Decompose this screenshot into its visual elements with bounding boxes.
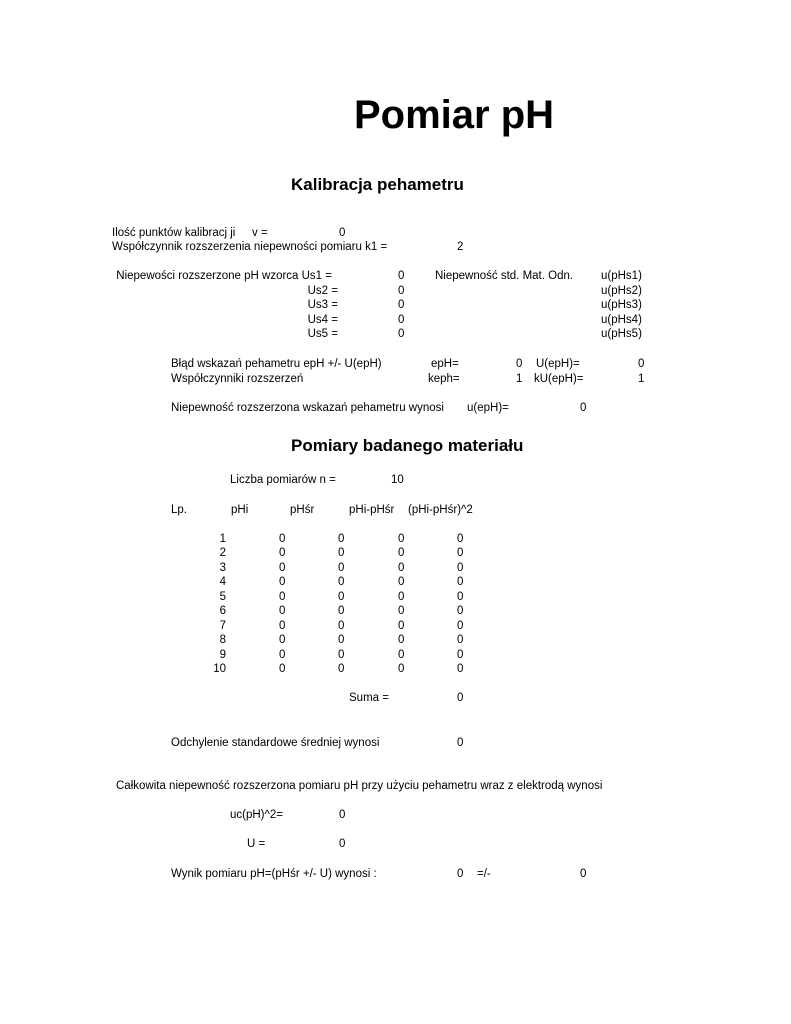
cell-phsr: 0 xyxy=(338,591,345,603)
ueph-value: 0 xyxy=(638,358,645,370)
k1-label: Współczynnik rozszerzenia niepewności pomiaru k1 = xyxy=(112,241,388,253)
measurements-heading: Pomiary badanego materiału xyxy=(291,436,524,455)
keph-label: keph= xyxy=(428,373,460,385)
page-title: Pomiar pH xyxy=(354,93,555,137)
row-number: 5 xyxy=(219,591,226,603)
error-label: Błąd wskazań pehametru epH +/- U(epH) xyxy=(171,358,382,370)
total-uncertainty-label: Całkowita niepewność rozszerzona pomiaru pH przy użyciu pehametru wraz z elektrodą wynosi xyxy=(116,780,603,792)
us4-value: 0 xyxy=(398,314,405,326)
ueph-label: U(epH)= xyxy=(536,358,580,370)
row-number: 3 xyxy=(219,562,226,574)
v-value: 0 xyxy=(339,227,346,239)
us3-value: 0 xyxy=(398,299,405,311)
cell-diff-squared: 0 xyxy=(457,634,464,646)
cell-phi: 0 xyxy=(279,547,286,559)
row-number: 8 xyxy=(219,634,226,646)
calibration-heading: Kalibracja pehametru xyxy=(291,175,464,194)
cell-phi: 0 xyxy=(279,605,286,617)
cell-diff-squared: 0 xyxy=(457,576,464,588)
cell-diff-squared: 0 xyxy=(457,649,464,661)
cell-diff: 0 xyxy=(398,663,405,675)
U-value: 0 xyxy=(339,838,346,850)
cell-diff-squared: 0 xyxy=(457,562,464,574)
header-diff: pHi-pHśr xyxy=(349,504,395,516)
plus-minus-value: 0 xyxy=(580,868,587,880)
cell-diff-squared: 0 xyxy=(457,663,464,675)
us2-value: 0 xyxy=(398,285,405,297)
cell-diff: 0 xyxy=(398,620,405,632)
cell-diff-squared: 0 xyxy=(457,533,464,545)
cell-phsr: 0 xyxy=(338,649,345,661)
cell-diff-squared: 0 xyxy=(457,620,464,632)
row-number: 10 xyxy=(213,663,226,675)
cell-phi: 0 xyxy=(279,562,286,574)
u-eph-value: 0 xyxy=(580,402,587,414)
cell-phsr: 0 xyxy=(338,620,345,632)
cell-diff-squared: 0 xyxy=(457,591,464,603)
cell-diff: 0 xyxy=(398,649,405,661)
cell-phi: 0 xyxy=(279,533,286,545)
row-number: 1 xyxy=(219,533,226,545)
us2-label: Us2 = xyxy=(307,285,338,297)
cell-diff: 0 xyxy=(398,576,405,588)
cell-diff: 0 xyxy=(398,591,405,603)
u-eph-label: u(epH)= xyxy=(467,402,509,414)
u-phs4-label: u(pHs4) xyxy=(601,314,642,326)
cell-phsr: 0 xyxy=(338,547,345,559)
row-number: 2 xyxy=(219,547,226,559)
us4-label: Us4 = xyxy=(307,314,338,326)
cell-phsr: 0 xyxy=(338,562,345,574)
uc-value: 0 xyxy=(339,809,346,821)
stddev-label: Odchylenie standardowe średniej wynosi xyxy=(171,737,380,749)
coefficients-label: Współczynniki rozszerzeń xyxy=(171,373,304,385)
u-phs3-label: u(pHs3) xyxy=(601,299,642,311)
uc-label: uc(pH)^2= xyxy=(230,809,284,821)
header-diff-squared: (pHi-pHśr)^2 xyxy=(408,504,473,516)
cell-phsr: 0 xyxy=(338,634,345,646)
result-label: Wynik pomiaru pH=(pHśr +/- U) wynosi : xyxy=(171,868,377,880)
us3-label: Us3 = xyxy=(307,299,338,311)
kueph-label: kU(epH)= xyxy=(534,373,584,385)
cell-phsr: 0 xyxy=(338,663,345,675)
cell-diff: 0 xyxy=(398,562,405,574)
n-label: Liczba pomiarów n = xyxy=(230,474,336,486)
cell-diff-squared: 0 xyxy=(457,605,464,617)
eph-value: 0 xyxy=(516,358,523,370)
cell-diff: 0 xyxy=(398,533,405,545)
cell-phsr: 0 xyxy=(338,605,345,617)
cell-phsr: 0 xyxy=(338,576,345,588)
us1-label: Niepewości rozszerzone pH wzorca Us1 = xyxy=(116,270,332,282)
row-number: 6 xyxy=(219,605,226,617)
stddev-value: 0 xyxy=(457,737,464,749)
us5-value: 0 xyxy=(398,328,405,340)
cell-phi: 0 xyxy=(279,663,286,675)
cell-diff: 0 xyxy=(398,634,405,646)
cell-phi: 0 xyxy=(279,576,286,588)
row-number: 7 xyxy=(219,620,226,632)
header-lp: Lp. xyxy=(171,504,187,516)
eph-label: epH= xyxy=(431,358,459,370)
k1-value: 2 xyxy=(457,241,464,253)
plus-minus-label: =/- xyxy=(477,868,491,880)
v-label: v = xyxy=(252,227,268,239)
keph-value: 1 xyxy=(516,373,523,385)
cell-phsr: 0 xyxy=(338,533,345,545)
cell-diff: 0 xyxy=(398,605,405,617)
expanded-uncertainty-label: Niepewność rozszerzona wskazań pehametru wynosi xyxy=(171,402,444,414)
U-label: U = xyxy=(247,838,266,850)
kueph-value: 1 xyxy=(638,373,645,385)
cell-phi: 0 xyxy=(279,649,286,661)
row-number: 4 xyxy=(219,576,226,588)
cell-diff: 0 xyxy=(398,547,405,559)
sum-value: 0 xyxy=(457,692,464,704)
u-phs2-label: u(pHs2) xyxy=(601,285,642,297)
us1-value: 0 xyxy=(398,270,405,282)
cell-phi: 0 xyxy=(279,634,286,646)
cell-diff-squared: 0 xyxy=(457,547,464,559)
cell-phi: 0 xyxy=(279,620,286,632)
sum-label: Suma = xyxy=(349,692,389,704)
header-phsr: pHśr xyxy=(290,504,315,516)
std-uncertainty-label: Niepewność std. Mat. Odn. xyxy=(435,270,574,282)
calibration-points-label: Ilość punktów kalibracj ji xyxy=(112,227,236,239)
us5-label: Us5 = xyxy=(307,328,338,340)
header-phi: pHi xyxy=(231,504,249,516)
cell-phi: 0 xyxy=(279,591,286,603)
u-phs1-label: u(pHs1) xyxy=(601,270,642,282)
u-phs5-label: u(pHs5) xyxy=(601,328,642,340)
n-value: 10 xyxy=(391,474,404,486)
row-number: 9 xyxy=(219,649,226,661)
result-value: 0 xyxy=(457,868,464,880)
